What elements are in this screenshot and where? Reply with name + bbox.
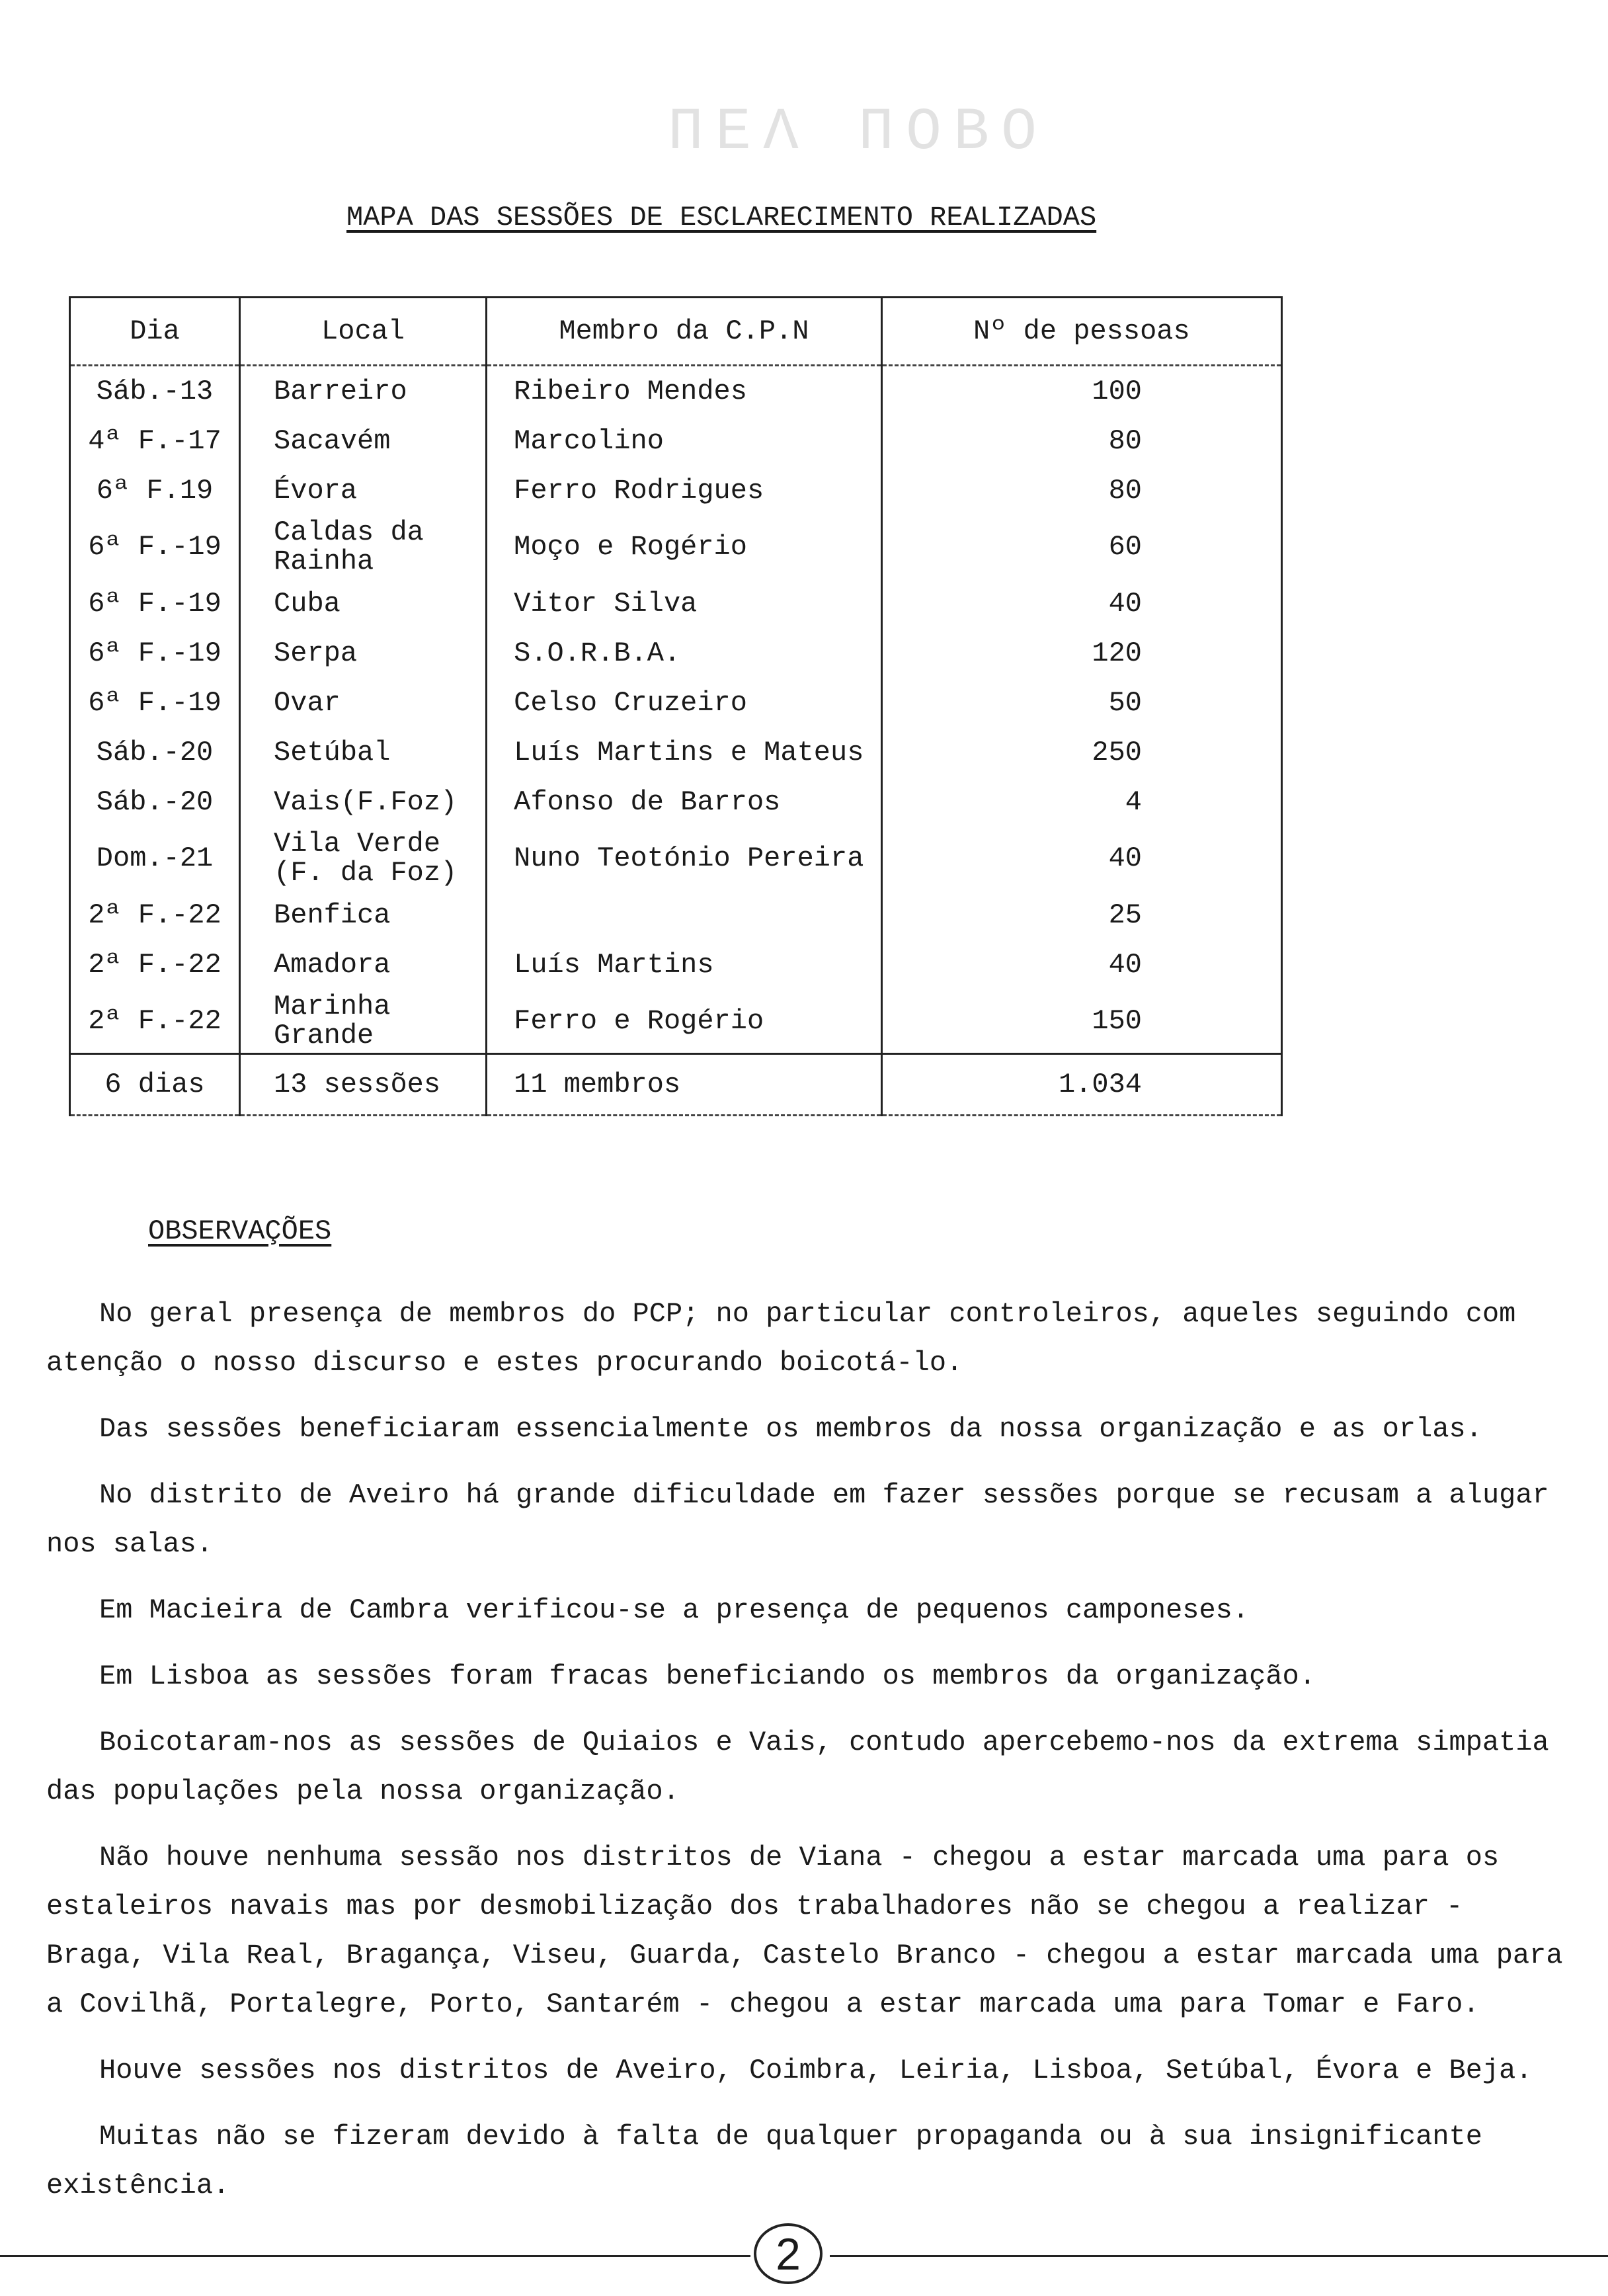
table-row <box>70 890 1282 940</box>
observation-paragraph: Boicotaram-nos as sessões de Quiaios e Vais, contudo apercebemo-nos da extrema simpatia das populações pela nossa organização. <box>46 1727 1549 1807</box>
cell-local <box>240 827 487 890</box>
cell-pessoas: 250 <box>881 727 1281 777</box>
total-dias: 6 dias <box>70 1054 240 1116</box>
table-row <box>70 777 1282 827</box>
table-row <box>70 416 1282 466</box>
table-row <box>70 940 1282 989</box>
cell-dia: 6ª F.-19 <box>70 678 240 727</box>
cell-pessoas: 80 <box>881 416 1281 466</box>
cell-dia: 6ª F.-19 <box>70 628 240 678</box>
totals-row <box>70 1054 1282 1116</box>
cell-pessoas: 50 <box>881 678 1281 727</box>
table-row <box>70 827 1282 890</box>
observation-paragraph: Das sessões beneficiaram essencialmente os membros da nossa organização e as orlas. <box>99 1413 1482 1445</box>
sessions-table <box>69 296 1283 1116</box>
footer-rule-left <box>0 2255 750 2257</box>
cell-local-text: Caldas da Rainha <box>274 516 424 577</box>
cell-local: Cuba <box>240 579 487 628</box>
total-sessoes: 13 sessões <box>240 1054 487 1116</box>
faded-stamp: ΠЕΛ ΠОΒО <box>668 99 1049 167</box>
cell-local: Amadora <box>240 940 487 989</box>
cell-pessoas: 60 <box>881 515 1281 579</box>
cell-local: Évora <box>240 466 487 515</box>
cell-dia: 2ª F.-22 <box>70 890 240 940</box>
observation-paragraph: No distrito de Aveiro há grande dificuldade em fazer sessões porque se recusam a alugar nos salas. <box>46 1479 1549 1560</box>
header-local: Local <box>240 298 487 366</box>
cell-dia: 6ª F.-19 <box>70 579 240 628</box>
cell-membro: Moço e Rogério <box>487 515 882 579</box>
cell-membro: S.O.R.B.A. <box>487 628 882 678</box>
cell-pessoas: 80 <box>881 466 1281 515</box>
table-row <box>70 989 1282 1054</box>
page-number: 2 <box>754 2223 823 2284</box>
cell-membro: Luís Martins e Mateus <box>487 727 882 777</box>
cell-local <box>240 515 487 579</box>
cell-local: Ovar <box>240 678 487 727</box>
cell-pessoas: 120 <box>881 628 1281 678</box>
total-membros: 11 membros <box>487 1054 882 1116</box>
cell-local: Sacavém <box>240 416 487 466</box>
header-dia: Dia <box>70 298 240 366</box>
cell-pessoas: 25 <box>881 890 1281 940</box>
cell-local-text: Vila Verde (F. da Foz) <box>274 828 458 889</box>
observation-paragraph: Não houve nenhuma sessão nos distritos de Viana - chegou a estar marcada uma para os estaleiros navais mas por desmobilização dos trabalhadores não se chegou a realizar - Braga, Vila Real, Bragança, Viseu, Guarda, Castelo Branco - chegou a estar marcada uma para a Covilhã, Portalegre, Porto, Santarém - chegou a estar marcada uma para Tomar e Faro. <box>46 1842 1563 2020</box>
cell-membro: Ferro e Rogério <box>487 989 882 1054</box>
table-row <box>70 579 1282 628</box>
cell-local: Setúbal <box>240 727 487 777</box>
cell-local <box>240 989 487 1054</box>
observations-title: OBSERVAÇÕES <box>148 1215 332 1247</box>
cell-membro <box>487 890 882 940</box>
observation-paragraph: Em Macieira de Cambra verificou-se a presença de pequenos camponeses. <box>99 1594 1250 1626</box>
cell-membro: Vitor Silva <box>487 579 882 628</box>
cell-membro: Ribeiro Mendes <box>487 366 882 417</box>
cell-local: Vais(F.Foz) <box>240 777 487 827</box>
cell-dia: Dom.-21 <box>70 827 240 890</box>
cell-pessoas: 40 <box>881 827 1281 890</box>
cell-pessoas: 150 <box>881 989 1281 1054</box>
cell-dia: Sáb.-20 <box>70 777 240 827</box>
table-row <box>70 678 1282 727</box>
total-pessoas: 1.034 <box>881 1054 1281 1116</box>
observation-paragraph: Houve sessões nos distritos de Aveiro, Coimbra, Leiria, Lisboa, Setúbal, Évora e Beja. <box>99 2055 1533 2086</box>
cell-dia: 2ª F.-22 <box>70 989 240 1054</box>
cell-membro: Nuno Teotónio Pereira <box>487 827 882 890</box>
cell-dia: Sáb.-13 <box>70 366 240 417</box>
table-row <box>70 515 1282 579</box>
cell-membro: Ferro Rodrigues <box>487 466 882 515</box>
cell-membro: Luís Martins <box>487 940 882 989</box>
cell-local-text: Marinha Grande <box>274 991 391 1051</box>
cell-dia: Sáb.-20 <box>70 727 240 777</box>
cell-dia: 6ª F.19 <box>70 466 240 515</box>
table-row <box>70 727 1282 777</box>
cell-dia: 4ª F.-17 <box>70 416 240 466</box>
cell-local: Benfica <box>240 890 487 940</box>
cell-local: Barreiro <box>240 366 487 417</box>
observation-paragraph: Muitas não se fizeram devido à falta de qualquer propaganda ou à sua insignificante existência. <box>46 2121 1482 2201</box>
table-row <box>70 628 1282 678</box>
page-title: MAPA DAS SESSÕES DE ESCLARECIMENTO REALIZADAS <box>346 202 1097 233</box>
observation-paragraph: Em Lisboa as sessões foram fracas beneficiando os membros da organização. <box>99 1660 1316 1692</box>
cell-membro: Celso Cruzeiro <box>487 678 882 727</box>
table-header-row <box>70 298 1282 366</box>
header-membro: Membro da C.P.N <box>487 298 882 366</box>
table-row <box>70 366 1282 417</box>
observation-paragraph: No geral presença de membros do PCP; no particular controleiros, aqueles seguindo com atenção o nosso discurso e estes procurando boicotá-lo. <box>46 1298 1516 1379</box>
cell-pessoas: 100 <box>881 366 1281 417</box>
cell-dia: 6ª F.-19 <box>70 515 240 579</box>
cell-pessoas: 4 <box>881 777 1281 827</box>
cell-membro: Marcolino <box>487 416 882 466</box>
footer-rule-right <box>830 2255 1608 2257</box>
header-pessoas: Nº de pessoas <box>881 298 1281 366</box>
cell-membro: Afonso de Barros <box>487 777 882 827</box>
cell-local: Serpa <box>240 628 487 678</box>
table-row <box>70 466 1282 515</box>
cell-pessoas: 40 <box>881 940 1281 989</box>
cell-dia: 2ª F.-22 <box>70 940 240 989</box>
observations-body <box>46 1290 1567 2227</box>
cell-pessoas: 40 <box>881 579 1281 628</box>
